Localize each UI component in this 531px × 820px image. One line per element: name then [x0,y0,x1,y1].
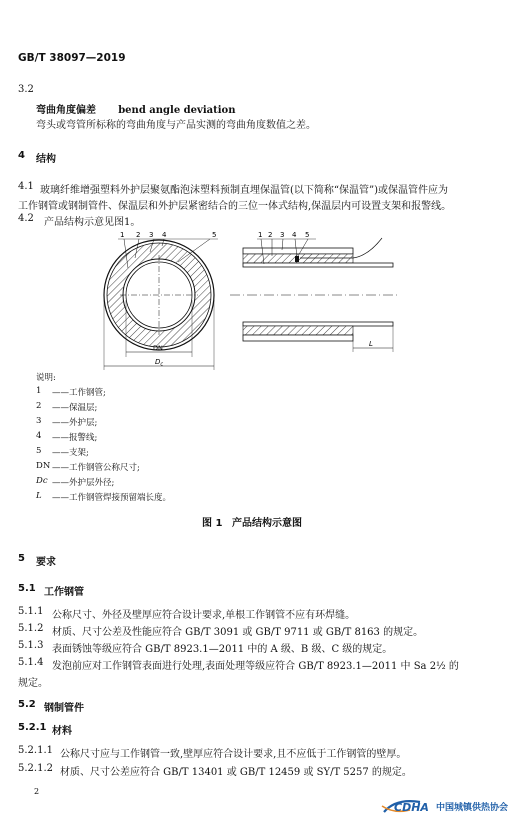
section-5-1-title: 工作钢管 [44,587,84,598]
figure-caption-number: 图 1 [202,518,223,529]
callout-l2: 2 [136,231,141,239]
jacket-top [243,248,353,254]
term-definition: 弯头或弯管所标称的弯曲角度与产品实测的弯曲角度数值之差。 [36,120,316,131]
section-4-number: 4 [18,150,25,161]
term-cn: 弯曲角度偏差 [36,105,96,116]
jacket-bottom [243,335,353,341]
logo-text: CDHA [394,801,429,814]
pipe-wall-top [243,263,393,267]
para-4-1-line1: 玻璃纤维增强塑料外护层聚氨酯泡沫塑料预制直埋保温管(以下简称“保温管”)或保温管件应为 [40,185,449,196]
section-5-2-number: 5.2 [18,699,36,710]
section-5-1-number: 5.1 [18,583,36,594]
section-5-2-1-title: 材料 [52,726,72,737]
legend-key-4: 4 [36,431,42,441]
legend-text-5: ——支架; [52,448,89,458]
longitudinal-view [230,231,398,352]
callout-r2: 2 [268,231,273,239]
legend-text-4: ——报警线; [52,433,98,443]
legend-title: 说明: [36,373,56,383]
legend-text-3: ——外护层; [52,418,98,428]
page-number: 2 [34,787,40,796]
section-5-2-title: 钢制管件 [44,703,84,714]
legend-text-2: ——保温层; [52,403,98,413]
legend-key-dc: Dc [36,476,48,486]
term-en: bend angle deviation [118,105,236,116]
callout-r5: 5 [305,231,310,239]
legend-key-l: L [36,491,42,501]
cdha-logo [380,796,528,816]
pipe-wall-bottom [243,322,393,326]
item-5-2-1-1-number: 5.2.1.1 [18,745,53,756]
item-5-1-4-text: 发泡前应对工作钢管表面进行处理,表面处理等级应符合 GB/T 8923.1—2011 中 Sa 2½ 的 [52,661,459,672]
section-5-number: 5 [18,553,25,564]
section-5-title: 要求 [36,557,56,568]
para-4-2-text: 产品结构示意见图1。 [44,217,141,228]
figure-caption-text: 产品结构示意图 [232,518,302,529]
item-5-1-4-continued: 规定。 [18,678,48,689]
callout-l3: 3 [149,231,154,239]
legend-text-l: ——工作钢管焊接预留端长度。 [52,493,172,503]
insulation-bottom [243,326,353,335]
section-5-2-1-number: 5.2.1 [18,722,47,733]
callout-r1: 1 [258,231,263,239]
callout-l4: 4 [162,231,167,239]
product-structure-figure [0,225,531,375]
legend-key-2: 2 [36,401,42,411]
item-5-2-1-2-number: 5.2.1.2 [18,763,53,774]
section-4-title: 结构 [36,154,56,165]
dim-l-label: L [369,340,373,348]
item-5-1-2-number: 5.1.2 [18,623,44,634]
legend-text-dn: ——工作钢管公称尺寸; [52,463,140,473]
legend-text-dc: ——外护层外径; [52,478,115,488]
dim-dc-label: $D_c$ [155,358,164,368]
cdha-logo-mark-icon [380,796,528,816]
standard-number: GB/T 38097—2019 [18,52,126,64]
para-4-1-number: 4.1 [18,181,34,192]
org-name: 中国城镇供热协会 [436,803,509,813]
legend-key-dn: DN [36,461,51,471]
item-5-1-1-number: 5.1.1 [18,606,44,617]
cross-section-view [104,231,218,370]
legend-key-3: 3 [36,416,42,426]
para-4-1-line2: 工作钢管或钢制管件、保温层和外护层紧密结合的三位一体式结构,保温层内可设置支架和报警线。 [18,201,452,212]
section-3-2-number: 3.2 [18,84,34,95]
item-5-1-2-text: 材质、尺寸公差及性能应符合 GB/T 3091 或 GB/T 9711 或 GB/T 8163 的规定。 [52,627,424,638]
item-5-2-1-1-text: 公称尺寸应与工作钢管一致,壁厚应符合设计要求,且不应低于工作钢管的壁厚。 [60,749,407,760]
item-5-1-4-number: 5.1.4 [18,657,44,668]
callout-r4: 4 [292,231,297,239]
item-5-1-1-text: 公称尺寸、外径及壁厚应符合设计要求,单根工作钢管不应有环焊缝。 [52,610,356,621]
legend-key-5: 5 [36,446,42,456]
callout-l5: 5 [212,231,217,239]
item-5-1-3-text: 表面锈蚀等级应符合 GB/T 8923.1—2011 中的 A 级、B 级、C 级的规定。 [52,644,393,655]
legend-text-1: ——工作钢管; [52,388,106,398]
callout-l1: 1 [120,231,125,239]
legend-key-1: 1 [36,386,42,396]
callout-r3: 3 [280,231,285,239]
term-heading [36,98,235,117]
para-4-2-number: 4.2 [18,213,34,224]
dim-dn-label: DN [153,344,163,352]
item-5-1-3-number: 5.1.3 [18,640,44,651]
item-5-2-1-2-text: 材质、尺寸公差应符合 GB/T 13401 或 GB/T 12459 或 SY/T 5257 的规定。 [60,767,412,778]
